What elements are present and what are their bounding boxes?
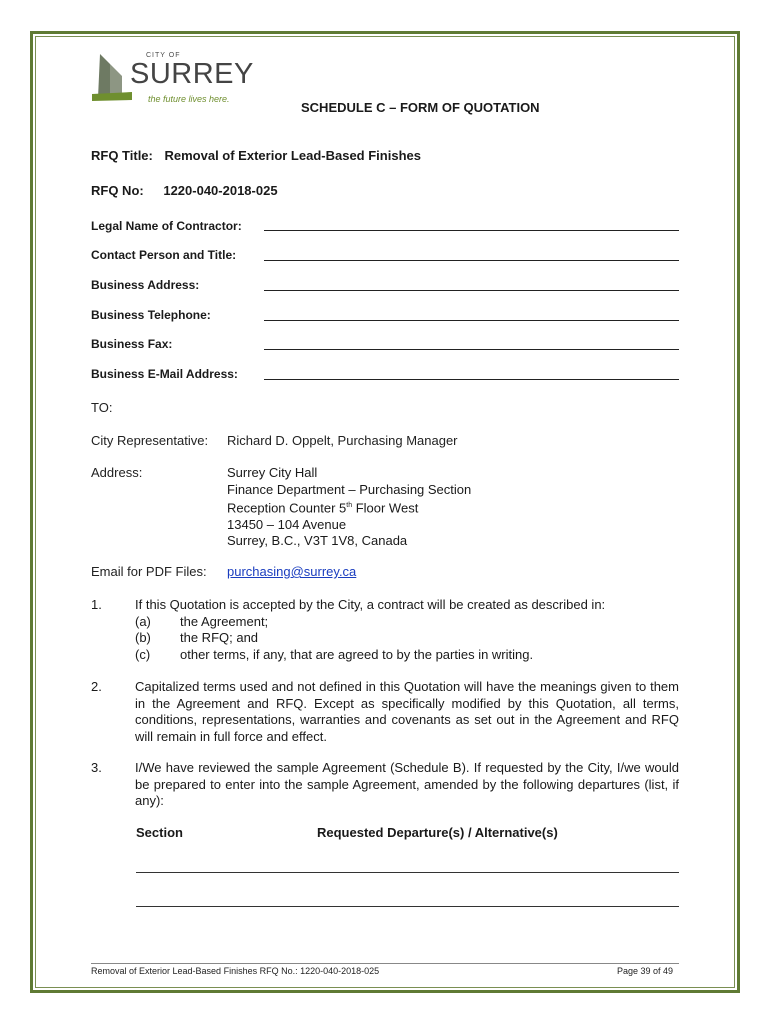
contact-person-label: Contact Person and Title: xyxy=(91,248,237,262)
item-number: 1. xyxy=(91,597,102,612)
legal-name-field[interactable] xyxy=(264,230,679,231)
rfq-number xyxy=(91,183,278,198)
rfq-title-label: RFQ Title: xyxy=(91,148,153,163)
list-item: (c) other terms, if any, that are agreed to by the parties in writing. xyxy=(135,646,534,662)
footer-document-title: Removal of Exterior Lead-Based Finishes RFQ No.: 1220-040-2018-025 xyxy=(91,966,380,976)
list-item: (a) the Agreement; xyxy=(135,613,269,629)
business-email-field[interactable] xyxy=(264,379,679,380)
logo-city-of: CITY OF xyxy=(146,52,181,59)
address-line: Surrey, B.C., V3T 1V8, Canada xyxy=(227,533,408,549)
item-number: 2. xyxy=(91,679,102,694)
business-address-label: Business Address: xyxy=(91,278,200,292)
address-line: Finance Department – Purchasing Section xyxy=(227,481,472,497)
address-block xyxy=(227,465,471,550)
city-rep-value: Richard D. Oppelt, Purchasing Manager xyxy=(227,433,458,448)
business-telephone-label: Business Telephone: xyxy=(91,308,211,322)
departures-column-header: Requested Departure(s) / Alternative(s) xyxy=(317,825,558,840)
city-of-surrey-logo xyxy=(90,50,254,110)
business-fax-field[interactable] xyxy=(264,349,679,350)
rfq-number-label: RFQ No: xyxy=(91,183,144,198)
legal-name-label: Legal Name of Contractor: xyxy=(91,219,242,233)
item-3-text: I/We have reviewed the sample Agreement (Schedule B). If requested by the City, I/we would be prepared to enter into the sample Agreement, amended by the following departures (list, if any): xyxy=(135,760,679,808)
schedule-title: SCHEDULE C – FORM OF QUOTATION xyxy=(301,100,540,115)
contact-person-field[interactable] xyxy=(264,260,679,261)
item-1-text: If this Quotation is accepted by the City, a contract will be created as described in: (a) the Agreement; (b) the RFQ; and (c) other terms, if any, that are agreed to by the parties in writing. xyxy=(135,597,679,663)
address-line: 13450 – 104 Avenue xyxy=(227,516,347,532)
business-email-label: Business E-Mail Address: xyxy=(91,367,238,381)
rfq-title-value: Removal of Exterior Lead-Based Finishes xyxy=(164,148,421,163)
address-label: Address: xyxy=(91,465,143,480)
address-line: Reception Counter 5th Floor West xyxy=(227,500,419,516)
footer-divider xyxy=(91,963,679,964)
city-rep-label: City Representative: xyxy=(91,433,209,448)
email-link[interactable]: purchasing@surrey.ca xyxy=(227,564,357,579)
rfq-title xyxy=(91,148,421,163)
rfq-number-value: 1220-040-2018-025 xyxy=(163,183,278,198)
logo-surrey: SURREY xyxy=(130,58,254,90)
surrey-logo-mark-icon xyxy=(92,54,132,106)
logo-tagline: the future lives here. xyxy=(148,94,230,104)
section-column-header: Section xyxy=(136,825,183,840)
list-item: (b) the RFQ; and xyxy=(135,630,259,645)
departure-entry-line[interactable] xyxy=(136,872,679,873)
departure-entry-line[interactable] xyxy=(136,906,679,907)
business-address-field[interactable] xyxy=(264,290,679,291)
to-label: TO: xyxy=(91,400,113,415)
business-fax-label: Business Fax: xyxy=(91,337,173,351)
business-telephone-field[interactable] xyxy=(264,320,679,321)
item-2-text: Capitalized terms used and not defined in this Quotation will have the meanings given to them in the Agreement and RFQ. Except as specifically modified by this Quotation, all terms, conditions, representations, warranties and covenants as set out in the Agreement and RFQ will remain in full force and effect. xyxy=(135,679,679,744)
footer-page-number: Page 39 of 49 xyxy=(617,966,674,976)
address-line: Surrey City Hall xyxy=(227,465,318,480)
email-label: Email for PDF Files: xyxy=(91,564,207,579)
item-number: 3. xyxy=(91,760,102,775)
